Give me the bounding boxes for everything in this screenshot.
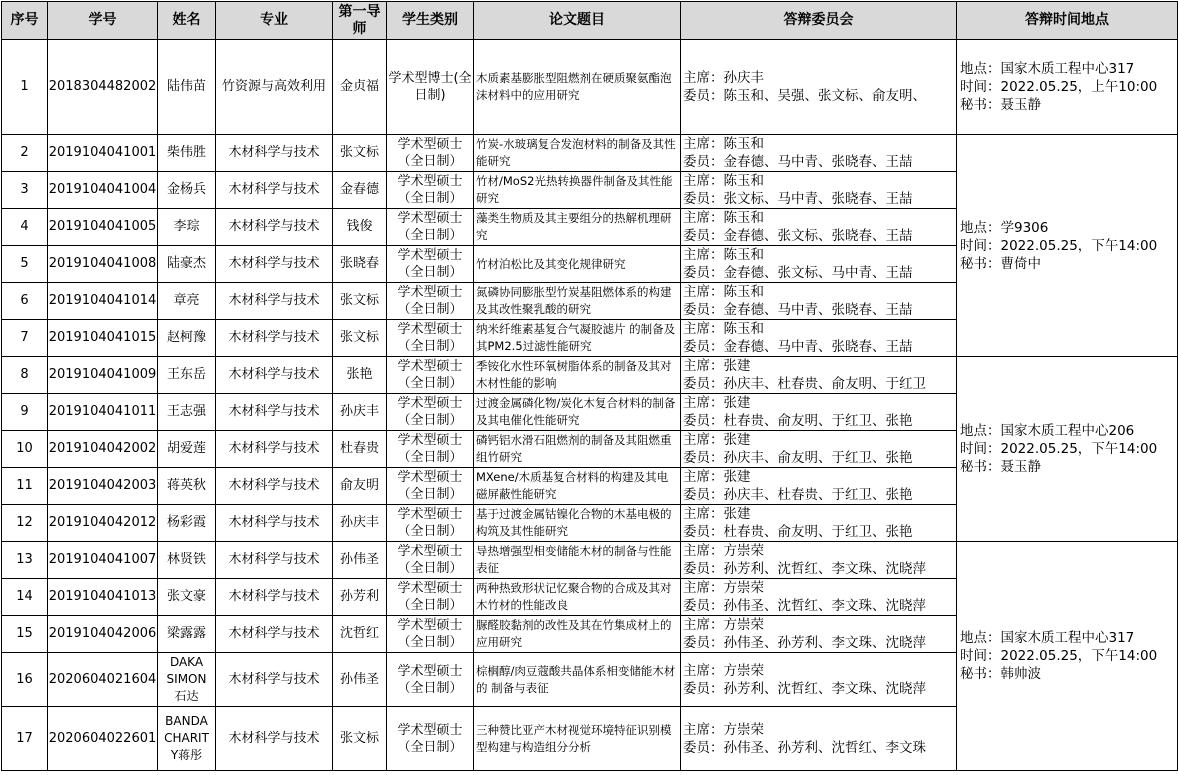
row-index: 6 — [2, 283, 48, 320]
thesis-title: 磷钙铝水滑石阻燃剂的制备及其阻燃重组竹研究 — [474, 431, 681, 468]
time: 时间：2022.05.25，下午14:00 — [960, 237, 1158, 254]
name-line: DAKA — [169, 655, 204, 669]
committee-chair: 主席：陈玉和 — [683, 136, 764, 152]
time-location — [957, 135, 1178, 357]
committee — [681, 579, 957, 616]
header-index: 序号 — [2, 2, 48, 40]
major: 木材科学与技术 — [216, 653, 333, 707]
header-name: 姓名 — [158, 2, 216, 40]
time-location — [957, 357, 1178, 542]
thesis-title: 藻类生物质及其主要组分的热解机理研究 — [474, 209, 681, 246]
committee-chair: 主席：方崇荣 — [683, 721, 764, 738]
header-committee: 答辩委员会 — [681, 2, 957, 40]
time-location — [957, 542, 1178, 771]
committee-members: 委员：金春德、张文标、张晓春、王喆 — [683, 228, 913, 244]
student-name: 张文豪 — [158, 579, 216, 616]
thesis-title: 过渡金属磷化物/炭化木复合材料的制备及其电催化性能研究 — [474, 394, 681, 431]
student-type: 学术型硕士（全日制） — [387, 135, 474, 172]
row-index: 7 — [2, 320, 48, 357]
major: 木材科学与技术 — [216, 542, 333, 579]
advisor: 张晓春 — [333, 246, 387, 283]
committee-chair: 主席：张建 — [683, 432, 751, 448]
student-type: 学术型硕士（全日制） — [387, 246, 474, 283]
student-id: 2019104042002 — [48, 431, 158, 468]
thesis-title: 纳米纤维素基复合气凝胶滤片 的制备及其PM2.5过滤性能研究 — [474, 320, 681, 357]
committee-members: 委员：孙伟圣、孙芳利、沈哲红、李文珠 — [683, 739, 926, 756]
secretary: 秘书：曹倚中 — [960, 255, 1041, 272]
student-type: 学术型硕士（全日制） — [387, 542, 474, 579]
student-type: 学术型硕士（全日制） — [387, 616, 474, 653]
secretary: 秘书：韩帅波 — [960, 666, 1041, 682]
student-id: 2018304482002 — [48, 40, 158, 135]
name-line: SIMON — [166, 672, 207, 686]
thesis-title: 竹材/MoS2光热转换器件制备及其性能研究 — [474, 172, 681, 209]
student-type: 学术型硕士（全日制） — [387, 707, 474, 771]
committee-members: 委员：孙庆丰、俞友明、于红卫、张艳 — [683, 450, 913, 466]
student-id: 2019104041014 — [48, 283, 158, 320]
name-line: Y蒋彤 — [170, 748, 203, 762]
header-time-location: 答辩时间地点 — [957, 2, 1178, 40]
thesis-title: 竹炭-水玻璃复合发泡材料的制备及其性能研究 — [474, 135, 681, 172]
committee-members: 委员：张文标、马中青、张晓春、王喆 — [683, 191, 913, 207]
table-row — [2, 542, 1178, 579]
committee — [681, 135, 957, 172]
thesis-title: 两种热致形状记忆聚合物的合成及其对木竹材的性能改良 — [474, 579, 681, 616]
student-id: 2019104042006 — [48, 616, 158, 653]
committee-chair: 主席：方崇荣 — [683, 543, 764, 559]
time: 时间：2022.05.25，上午10:00 — [960, 79, 1158, 95]
advisor: 孙庆丰 — [333, 394, 387, 431]
thesis-title: MXene/木质基复合材料的构建及其电磁屏蔽性能研究 — [474, 468, 681, 505]
committee-chair: 主席：陈玉和 — [683, 284, 764, 300]
committee — [681, 707, 957, 771]
thesis-title: 氮磷协同膨胀型竹炭基阻燃体系的构建及其改性聚乳酸的研究 — [474, 283, 681, 320]
committee — [681, 542, 957, 579]
defense-schedule-table — [1, 1, 1178, 771]
major: 木材科学与技术 — [216, 135, 333, 172]
student-id: 2019104041005 — [48, 209, 158, 246]
time: 时间：2022.05.25，下午14:00 — [960, 648, 1158, 664]
row-index: 8 — [2, 357, 48, 394]
committee-members: 委员：陈玉和、吴强、张文标、俞友明、 — [683, 88, 926, 104]
student-name: 金杨兵 — [158, 172, 216, 209]
student-name: 陆豪杰 — [158, 246, 216, 283]
student-type: 学术型硕士（全日制） — [387, 505, 474, 542]
committee-chair: 主席：孙庆丰 — [683, 70, 764, 86]
committee-members: 委员：杜春贵、俞友明、于红卫、张艳 — [683, 524, 913, 540]
name-line: CHARIT — [164, 731, 209, 745]
row-index: 13 — [2, 542, 48, 579]
advisor: 沈哲红 — [333, 616, 387, 653]
major: 木材科学与技术 — [216, 707, 333, 771]
row-index: 15 — [2, 616, 48, 653]
advisor: 金贞福 — [333, 40, 387, 135]
student-name: 王东岳 — [158, 357, 216, 394]
major: 木材科学与技术 — [216, 172, 333, 209]
committee-members: 委员：金春德、马中青、张晓春、王喆 — [683, 302, 913, 318]
student-id: 2019104041001 — [48, 135, 158, 172]
student-type: 学术型硕士（全日制） — [387, 283, 474, 320]
student-type: 学术型硕士（全日制） — [387, 357, 474, 394]
committee-members: 委员：孙伟圣、孙芳利、李文珠、沈晓萍 — [683, 635, 926, 651]
student-type: 学术型硕士（全日制） — [387, 209, 474, 246]
advisor: 张艳 — [333, 357, 387, 394]
committee-members: 委员：金春德、马中青、张晓春、王喆 — [683, 154, 913, 170]
thesis-title: 竹材泊松比及其变化规律研究 — [474, 246, 681, 283]
major: 木材科学与技术 — [216, 579, 333, 616]
advisor: 张文标 — [333, 707, 387, 771]
committee-chair: 主席：方崇荣 — [683, 617, 764, 633]
thesis-title: 导热增强型相变储能木材的制备与性能表征 — [474, 542, 681, 579]
student-name: 蒋英秋 — [158, 468, 216, 505]
committee-members: 委员：孙芳利、沈哲红、李文珠、沈晓萍 — [683, 561, 926, 577]
committee — [681, 172, 957, 209]
student-type: 学术型硕士（全日制） — [387, 394, 474, 431]
advisor: 张文标 — [333, 135, 387, 172]
major: 木材科学与技术 — [216, 320, 333, 357]
time-location — [957, 40, 1178, 135]
committee — [681, 40, 957, 135]
committee — [681, 246, 957, 283]
row-index: 14 — [2, 579, 48, 616]
header-student-type: 学生类别 — [387, 2, 474, 40]
row-index: 3 — [2, 172, 48, 209]
row-index: 16 — [2, 653, 48, 707]
committee-members: 委员：孙庆丰、杜春贵、于红卫、张艳 — [683, 487, 913, 503]
thesis-title: 季铵化水性环氧树脂体系的制备及其对木材性能的影响 — [474, 357, 681, 394]
advisor: 孙庆丰 — [333, 505, 387, 542]
row-index: 2 — [2, 135, 48, 172]
name-line: 石达 — [174, 689, 199, 703]
student-name: 陆伟苗 — [158, 40, 216, 135]
advisor: 金春德 — [333, 172, 387, 209]
committee — [681, 431, 957, 468]
student-name: 胡爱莲 — [158, 431, 216, 468]
location: 地点：国家木质工程中心317 — [960, 630, 1135, 646]
committee-chair: 主席：方崇荣 — [683, 580, 764, 596]
header-thesis-title: 论文题目 — [474, 2, 681, 40]
student-id: 2019104041015 — [48, 320, 158, 357]
header-advisor: 第一导师 — [333, 2, 387, 40]
committee-members: 委员：孙伟圣、沈哲红、李文珠、沈晓萍 — [683, 598, 926, 614]
committee-members: 委员：孙芳利、沈哲红、李文珠、沈晓萍 — [683, 680, 926, 697]
committee-chair: 主席：张建 — [683, 506, 751, 522]
committee — [681, 653, 957, 707]
committee-chair: 主席：张建 — [683, 469, 751, 485]
student-id: 2019104042003 — [48, 468, 158, 505]
major: 木材科学与技术 — [216, 505, 333, 542]
student-type: 学术型硕士（全日制） — [387, 172, 474, 209]
major: 木材科学与技术 — [216, 283, 333, 320]
advisor: 钱俊 — [333, 209, 387, 246]
time: 时间：2022.05.25，下午14:00 — [960, 441, 1158, 457]
header-row — [2, 2, 1178, 40]
advisor: 张文标 — [333, 320, 387, 357]
committee-chair: 主席：陈玉和 — [683, 173, 764, 189]
location: 地点：国家木质工程中心206 — [960, 423, 1135, 439]
student-name: 章亮 — [158, 283, 216, 320]
advisor: 杜春贵 — [333, 431, 387, 468]
thesis-title: 棕榈醇/肉豆蔻酸共晶体系相变储能木材的 制备与表征 — [474, 653, 681, 707]
student-name: 杨彩霞 — [158, 505, 216, 542]
committee-chair: 主席：陈玉和 — [683, 247, 764, 263]
student-id: 2019104041009 — [48, 357, 158, 394]
thesis-title: 脲醛胶黏剂的改性及其在竹集成材上的应用研究 — [474, 616, 681, 653]
committee — [681, 394, 957, 431]
student-name: 赵柯豫 — [158, 320, 216, 357]
row-index: 4 — [2, 209, 48, 246]
row-index: 1 — [2, 40, 48, 135]
committee — [681, 468, 957, 505]
row-index: 10 — [2, 431, 48, 468]
row-index: 17 — [2, 707, 48, 771]
student-id: 2019104041004 — [48, 172, 158, 209]
major: 木材科学与技术 — [216, 209, 333, 246]
student-type: 学术型博士(全日制) — [387, 40, 474, 135]
major: 竹资源与高效利用 — [216, 40, 333, 135]
table-row — [2, 40, 1178, 135]
committee — [681, 209, 957, 246]
row-index: 5 — [2, 246, 48, 283]
student-name: 李琮 — [158, 209, 216, 246]
major: 木材科学与技术 — [216, 394, 333, 431]
student-name: 梁露露 — [158, 616, 216, 653]
committee-chair: 主席：陈玉和 — [683, 210, 764, 226]
student-type: 学术型硕士（全日制） — [387, 468, 474, 505]
student-name: 林贤铁 — [158, 542, 216, 579]
table-row — [2, 357, 1178, 394]
name-line: BANDA — [165, 714, 208, 728]
advisor: 俞友明 — [333, 468, 387, 505]
committee-members: 委员：杜春贵、俞友明、于红卫、张艳 — [683, 413, 913, 429]
student-name: 柴伟胜 — [158, 135, 216, 172]
thesis-title: 木质素基膨胀型阻燃剂在硬质聚氨酯泡沫材料中的应用研究 — [474, 40, 681, 135]
student-type: 学术型硕士（全日制） — [387, 653, 474, 707]
student-id: 2020604022601 — [48, 707, 158, 771]
student-type: 学术型硕士（全日制） — [387, 320, 474, 357]
location: 地点：国家木质工程中心317 — [960, 61, 1135, 77]
committee — [681, 283, 957, 320]
student-type: 学术型硕士（全日制） — [387, 431, 474, 468]
student-type: 学术型硕士（全日制） — [387, 579, 474, 616]
row-index: 9 — [2, 394, 48, 431]
major: 木材科学与技术 — [216, 616, 333, 653]
advisor: 孙伟圣 — [333, 653, 387, 707]
major: 木材科学与技术 — [216, 357, 333, 394]
thesis-title: 三种赞比亚产木材视觉环境特征识别模型构建与构造组分分析 — [474, 707, 681, 771]
student-id: 2019104042012 — [48, 505, 158, 542]
committee-chair: 主席：张建 — [683, 395, 751, 411]
advisor: 孙芳利 — [333, 579, 387, 616]
student-id: 2019104041007 — [48, 542, 158, 579]
student-id: 2019104041011 — [48, 394, 158, 431]
committee-chair: 主席：方崇荣 — [683, 662, 764, 679]
student-id: 2019104041013 — [48, 579, 158, 616]
advisor: 张文标 — [333, 283, 387, 320]
student-id: 2019104041008 — [48, 246, 158, 283]
secretary: 秘书：聂玉静 — [960, 459, 1041, 475]
committee-members: 委员：金春德、张文标、马中青、王喆 — [683, 265, 913, 281]
major: 木材科学与技术 — [216, 468, 333, 505]
major: 木材科学与技术 — [216, 431, 333, 468]
committee — [681, 357, 957, 394]
advisor: 孙伟圣 — [333, 542, 387, 579]
location: 地点：学9306 — [960, 219, 1049, 236]
row-index: 11 — [2, 468, 48, 505]
committee-chair: 主席：陈玉和 — [683, 321, 764, 337]
student-name — [158, 653, 216, 707]
header-major: 专业 — [216, 2, 333, 40]
major: 木材科学与技术 — [216, 246, 333, 283]
committee-members: 委员：孙庆丰、杜春贵、俞友明、于红卫 — [683, 376, 926, 392]
student-id: 2020604021604 — [48, 653, 158, 707]
committee — [681, 320, 957, 357]
student-name — [158, 707, 216, 771]
row-index: 12 — [2, 505, 48, 542]
table-row — [2, 135, 1178, 172]
committee-members: 委员：金春德、马中青、张晓春、王喆 — [683, 339, 913, 355]
committee — [681, 616, 957, 653]
committee — [681, 505, 957, 542]
student-name: 王志强 — [158, 394, 216, 431]
committee-chair: 主席：张建 — [683, 358, 751, 374]
thesis-title: 基于过渡金属钴镍化合物的木基电极的构筑及其性能研究 — [474, 505, 681, 542]
secretary: 秘书：聂玉静 — [960, 97, 1041, 113]
header-student-id: 学号 — [48, 2, 158, 40]
